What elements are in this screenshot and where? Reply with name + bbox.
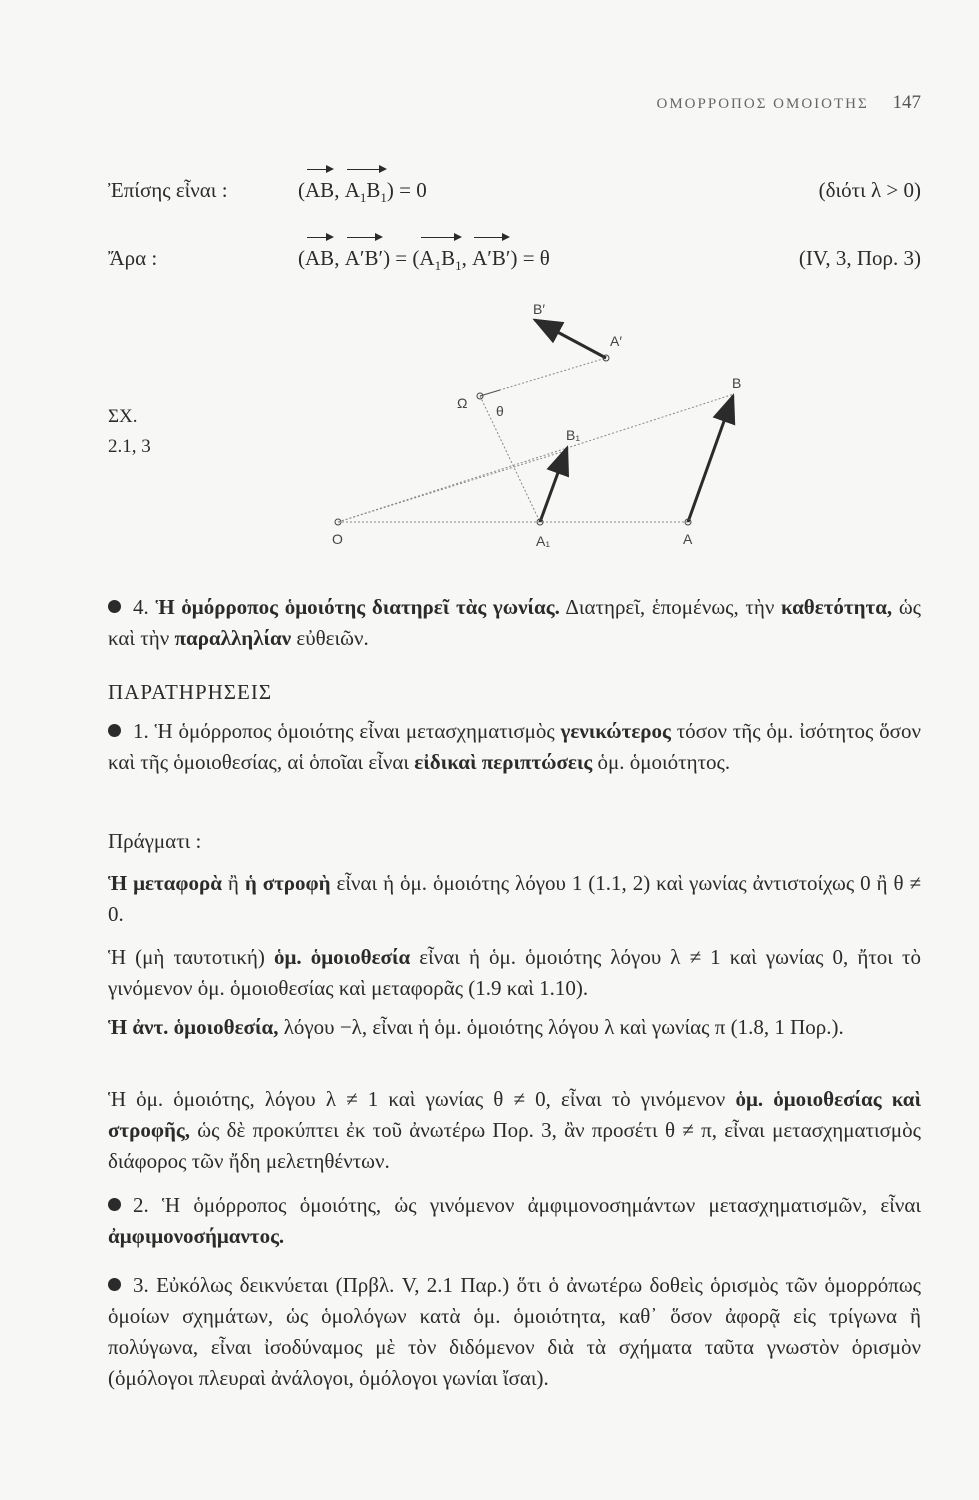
body-text: Εὐκόλως δεικνύεται (Πρβλ. V, 2.1 Παρ.) ὅτι ὁ ἀνωτέρω δοθεὶς ὁρισμὸς τῶν ὁμορρόπως ὁμοίων σχημάτων, ὡς ὁμολόγων κατὰ ὁμ. ὁμοιότητα, καθ᾽ ὅσον ἀφορᾷ εἰς τρίγωνα ἢ πολύγωνα, εἶναι ἰσοδύναμος μὲ τὸν διδόμενον διὰ τὰ σχήματα ταῦτα γνωστὸν ὁρισμὸν (ὁμόλογοι πλευραὶ ἀνάλογοι, ὁμόλογοι γωνίαι ἴσαι). (108, 1273, 921, 1390)
equation-line-2 (108, 238, 921, 278)
bullet-dot (108, 1278, 121, 1291)
label-a: A (683, 531, 693, 547)
body-text: εὐθειῶν. (291, 626, 369, 650)
vector-aprime-bprime: A′B′ (344, 246, 384, 270)
equation-label: Ἐπίσης εἶναι : (108, 178, 228, 202)
similarity-figure (300, 290, 770, 560)
label-aprime: A′ (610, 333, 622, 349)
remark-3 (108, 1270, 921, 1394)
vec-subscript: 1 (359, 190, 367, 206)
vec-subscript: 1 (380, 190, 387, 206)
comma: , (334, 178, 345, 202)
vector-ab-arrow (688, 396, 733, 522)
vec-subscript: 1 (455, 258, 462, 274)
label-omega: Ω (457, 395, 468, 411)
body-text: λόγου −λ, εἶναι ἡ ὁμ. ὁμοιότης λόγου λ καὶ γωνίας π (1.8, 1 Πορ.). (278, 1015, 844, 1039)
pragmati-line: Πράγματι : (108, 829, 202, 853)
bold-text: παραλληλίαν (174, 626, 292, 650)
vector-a1b1 (419, 246, 461, 274)
figure-caption-number: 2.1, 3 (108, 436, 151, 457)
body-text: ὡς δὲ προκύπτει ἐκ τοῦ ἀνωτέρω Πορ. 3, ἂν προσέτι θ ≠ π, εἶναι μετασχηματισμὸς διάφορος τῶν ἤδη μελετηθέντων. (108, 1118, 921, 1173)
remark-number: 3. (133, 1273, 149, 1297)
bold-text: καθετότητα, (781, 595, 893, 619)
label-a1: A₁ (536, 533, 551, 549)
bold-text: Ἡ μεταφορὰ (108, 871, 222, 895)
body-text: Ἡ ὁμόρροπος ὁμοιότης, ὡς γινόμενον ἀμφιμονοσημάντων μετασχηματισμῶν, εἶναι (148, 1193, 921, 1217)
remark-2 (108, 1190, 921, 1252)
label-b: B (732, 375, 742, 391)
figure-caption (108, 402, 151, 462)
paren: ( (298, 178, 305, 202)
paragraph-anti-homothety (108, 1012, 921, 1043)
bullet-dot (108, 600, 121, 613)
bold-text: Ἡ ἀντ. ὁμοιοθεσία, (108, 1015, 279, 1039)
equation-line-1 (108, 170, 921, 210)
section-4 (108, 592, 921, 654)
body-text: Ἡ ὁμ. ὁμοιότης, λόγου λ ≠ 1 καὶ γωνίας θ ≠ 0, εἶναι τὸ γινόμενον (108, 1087, 736, 1111)
bold-text: ἡ στροφὴ (244, 871, 331, 895)
body-text: εἶναι ἡ ὁμ. ὁμοιότης λόγου λ ≠ 1 καὶ γωνίας 0, ἤτοι τὸ γινόμενον ὁμ. ὁμοιοθεσίας καὶ μεταφορᾶς (1.9 καὶ 1.10). (108, 945, 921, 1000)
vec-letter: B (366, 178, 381, 202)
bold-text: γενικώτερος (560, 719, 671, 743)
comma: , (334, 246, 345, 270)
vec-letter: A (344, 178, 360, 202)
remarks-heading: ΠΑΡΑΤΗΡΗΣΕΙΣ (108, 680, 273, 704)
label-bprime: B′ (533, 301, 545, 317)
line-o-b (338, 394, 734, 522)
line-o-b1 (338, 450, 568, 522)
vector-aprime-bprime-arrow (535, 320, 606, 358)
body-text: ὁμ. ὁμοιότητος. (592, 750, 731, 774)
body-text: ἢ (221, 871, 245, 895)
remark-number: 1. (133, 719, 149, 743)
equation-result: ) = 0 (386, 178, 427, 202)
bullet-dot (108, 724, 121, 737)
bold-text: Ἡ ὁμόρροπος ὁμοιότης διατηρεῖ τὰς γωνίας. (155, 595, 560, 619)
line-omega-a1 (480, 396, 540, 522)
vec-letter: B (441, 246, 456, 270)
page-number: 147 (892, 92, 921, 113)
bold-text: ὁμ. ὁμοιοθεσίας καὶ στροφῆς, (108, 1087, 921, 1142)
vector-a1b1 (345, 178, 387, 206)
vector-ab: AB (305, 178, 335, 202)
bold-text: εἰδικαὶ περιπτώσεις (414, 750, 593, 774)
paragraph-translation-rotation (108, 868, 921, 930)
body-text: Ἡ ὁμόρροπος ὁμοιότης εἶναι μετασχηματισμὸς (148, 719, 561, 743)
bold-text: ὁμ. ὁμοιοθεσία (273, 945, 411, 969)
body-text: ὡς καὶ τὴν (108, 595, 922, 650)
equation-note: (IV, 3, Πορ. 3) (798, 246, 921, 270)
equation-note: (διότι λ > 0) (818, 178, 921, 202)
vector-ab: AB (305, 246, 335, 270)
running-head (657, 92, 921, 114)
remark-number: 2. (133, 1193, 149, 1217)
equation-result: ) = θ (510, 246, 550, 270)
running-title: ΟΜΟΡΡΟΠΟΣ ΟΜΟΙΟΤΗΣ (656, 96, 869, 112)
label-b1: B₁ (566, 427, 581, 443)
paren: ( (298, 246, 305, 270)
equation-expression (298, 178, 427, 206)
label-o: O (332, 531, 343, 547)
comma: , (461, 246, 473, 270)
body-text: Ἡ (μὴ ταυτοτική) (108, 945, 274, 969)
paragraph-general-similarity (108, 1084, 921, 1177)
remark-1 (108, 716, 921, 778)
equation-label: Ἄρα : (108, 246, 158, 270)
body-text: εἶναι ἡ ὁμ. ὁμοιότης λόγου 1 (1.1, 2) καὶ γωνίας ἀντιστοίχως 0 ἢ θ ≠ 0. (108, 871, 922, 926)
body-text: τόσον τῆς ὁμ. ἰσότητος ὅσον καὶ τῆς ὁμοιοθεσίας, αἱ ὁποῖαι εἶναι (108, 719, 921, 774)
vec-subscript: 1 (434, 258, 442, 274)
vector-a1b1-arrow (540, 448, 567, 522)
section-number: 4. (133, 595, 149, 619)
bold-text: ἀμφιμονοσήμαντος. (108, 1224, 285, 1248)
body-text: Διατηρεῖ, ἑπομένως, τὴν (559, 595, 782, 619)
label-theta: θ (496, 403, 504, 419)
equals: ) = ( (383, 246, 420, 270)
equation-expression (298, 246, 550, 274)
bullet-dot (108, 1198, 121, 1211)
vector-aprime-bprime: A′B′ (472, 246, 511, 270)
paragraph-homothety (108, 942, 921, 1004)
vec-letter: A (419, 246, 435, 270)
figure-caption-line: ΣΧ. (108, 406, 138, 427)
